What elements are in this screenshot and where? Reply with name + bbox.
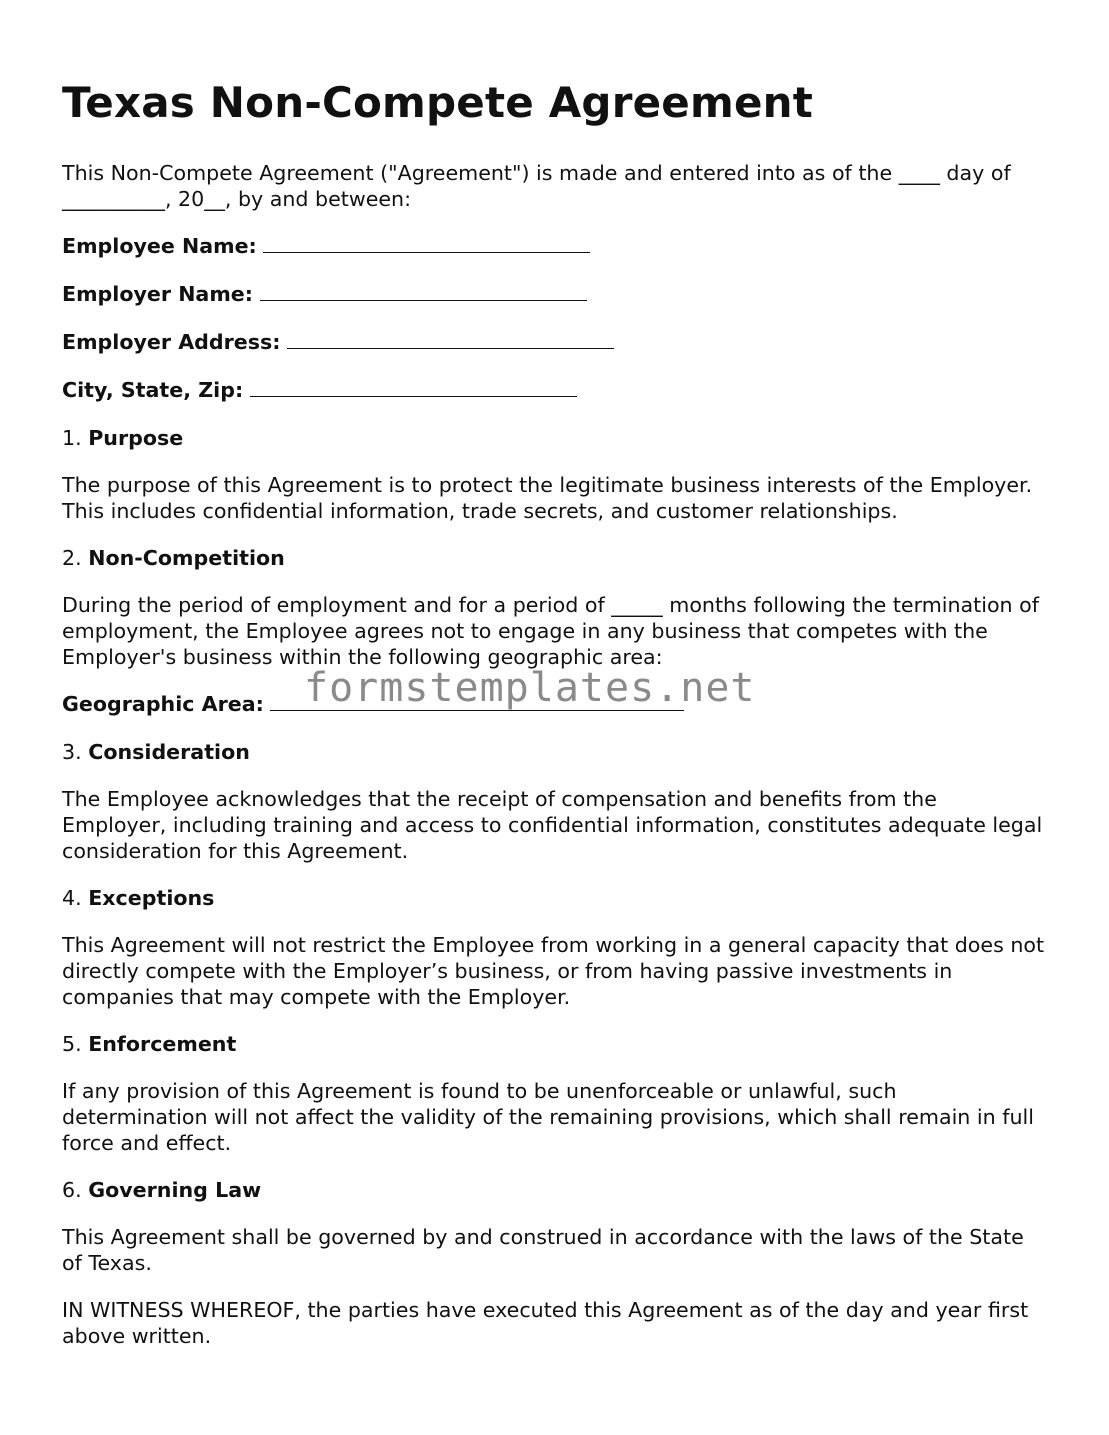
employer-address-label: Employer Address: [62, 330, 281, 354]
employer-address-blank[interactable] [287, 329, 614, 349]
city-state-zip-field [62, 377, 1047, 403]
employer-address-field [62, 329, 1047, 355]
intro-paragraph: This Non-Compete Agreement ("Agreement") is made and entered into as of the ____ day of __________, 20__, by and between: [62, 161, 1011, 211]
section-heading-purpose: 1. Purpose [62, 426, 184, 450]
employee-name-field [62, 233, 1047, 259]
document-title: Texas Non-Compete Agreement [62, 78, 814, 127]
geographic-area-label: Geographic Area: [62, 692, 264, 716]
section-text-enforcement: If any provision of this Agreement is found to be unenforceable or unlawful, such determination will not affect the validity of the remaining provisions, which shall remain in full force and effect. [62, 1079, 1034, 1155]
section-text-non-competition: During the period of employment and for a period of _____ months following the termination of employment, the Employee agrees not to engage in any business that competes with the Employer's business within the following geographic area: [62, 593, 1039, 669]
employee-name-label: Employee Name: [62, 234, 257, 258]
section-heading-exceptions: 4. Exceptions [62, 886, 215, 910]
employer-name-field [62, 281, 1047, 307]
document-body [62, 160, 1047, 1370]
section-heading-non-competition: 2. Non-Competition [62, 546, 285, 570]
section-text-purpose: The purpose of this Agreement is to protect the legitimate business interests of the Employer. This includes confidential information, trade secrets, and customer relationships. [62, 473, 1033, 523]
section-heading-consideration: 3. Consideration [62, 740, 250, 764]
employer-name-label: Employer Name: [62, 282, 253, 306]
geographic-area-field [62, 665, 1047, 717]
section-text-governing-law: This Agreement shall be governed by and construed in accordance with the laws of the State of Texas. [62, 1225, 1024, 1275]
section-heading-enforcement: 5. Enforcement [62, 1032, 237, 1056]
section-text-exceptions: This Agreement will not restrict the Employee from working in a general capacity that does not directly compete with the Employer’s business, or from having passive investments in companies that may compete with the Employer. [62, 933, 1045, 1009]
city-state-zip-blank[interactable] [250, 377, 577, 397]
section-text-consideration: The Employee acknowledges that the receipt of compensation and benefits from the Employer, including training and access to confidential information, constitutes adequate legal consideration for this Agreement. [62, 787, 1043, 863]
closing-paragraph: IN WITNESS WHEREOF, the parties have executed this Agreement as of the day and year first above written. [62, 1298, 1029, 1348]
section-heading-governing-law: 6. Governing Law [62, 1178, 262, 1202]
employee-name-blank[interactable] [263, 233, 590, 253]
city-state-zip-label: City, State, Zip: [62, 378, 244, 402]
watermark-text: formstemplates.net [304, 665, 756, 711]
employer-name-blank[interactable] [260, 281, 587, 301]
